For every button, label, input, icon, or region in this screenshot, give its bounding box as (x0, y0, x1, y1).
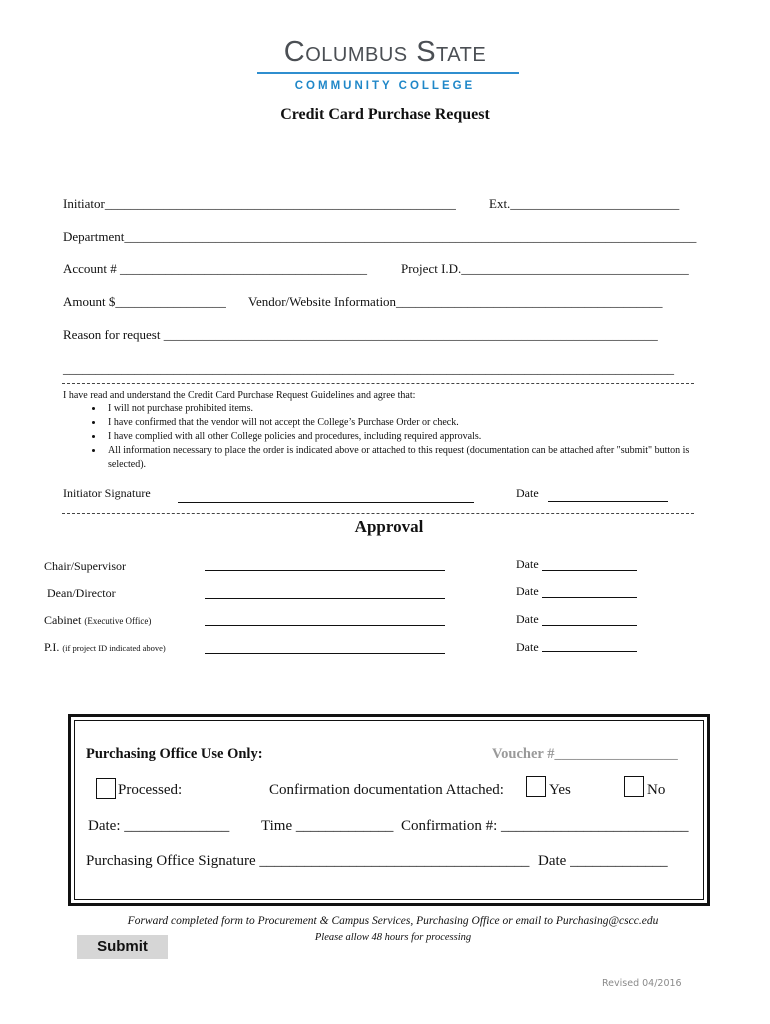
approval-label-cabinet (44, 613, 151, 628)
agreement-list (82, 402, 724, 472)
project-id-field[interactable]: Project I.D.___________________________________ (401, 261, 689, 276)
agreement-item: • All information necessary to place the order is indicated above or attached to this request (documentation can be attached after "submit" button is selected). (104, 444, 724, 472)
dean-date-label: Date (516, 584, 539, 598)
chair-date-line[interactable] (542, 570, 637, 571)
reason-field[interactable]: Reason for request ____________________________________________________________________________ (63, 327, 658, 342)
processed-checkbox[interactable] (96, 778, 116, 799)
vendor-field[interactable]: Vendor/Website Information_________________________________________ (248, 294, 663, 309)
initiator-date-line[interactable] (548, 501, 668, 502)
initiator-date-label: Date (516, 486, 539, 500)
agreement-intro: I have read and understand the Credit Card Purchase Request Guidelines and agree that: (63, 390, 416, 401)
pi-date-line[interactable] (542, 651, 637, 652)
section-divider (62, 383, 694, 384)
section-divider (62, 513, 694, 514)
yes-checkbox[interactable] (526, 776, 546, 797)
purchasing-signature-date-field[interactable]: Date _____________ (538, 853, 668, 869)
pi-signature-line[interactable] (205, 653, 445, 654)
ext-field[interactable]: Ext.__________________________ (489, 196, 680, 211)
agreement-item: • I have confirmed that the vendor will not accept the College’s Purchase Order or check. (104, 416, 724, 430)
initiator-signature-label: Initiator Signature (63, 486, 151, 500)
time-field[interactable]: Time _____________ (261, 818, 394, 834)
no-checkbox[interactable] (624, 776, 644, 797)
cabinet-label: Cabinet (44, 613, 82, 627)
revision-date: Revised 04/2016 (602, 978, 682, 989)
no-label: No (647, 782, 666, 798)
processed-label: Processed: (118, 782, 183, 798)
purchasing-signature-field[interactable]: Purchasing Office Signature ____________________________________ (86, 853, 530, 869)
amount-field[interactable]: Amount $_________________ (63, 294, 226, 309)
pi-date-label: Date (516, 640, 539, 654)
cabinet-date-label: Date (516, 612, 539, 626)
reason-continuation-field[interactable]: ______________________________________________________________________________________________ (63, 361, 674, 376)
chair-date-label: Date (516, 557, 539, 571)
approval-heading: Approval (354, 517, 424, 536)
college-logo-subtitle: COMMUNITY COLLEGE (294, 80, 476, 92)
cabinet-signature-line[interactable] (205, 625, 445, 626)
approval-label-chair: Chair/Supervisor (44, 559, 126, 573)
confirmation-number-field[interactable]: Confirmation #: _________________________ (401, 818, 689, 834)
account-field[interactable]: Account # ______________________________________ (63, 261, 368, 276)
form-title: Credit Card Purchase Request (280, 106, 490, 123)
submit-button[interactable]: Submit (77, 935, 168, 959)
chair-signature-line[interactable] (205, 570, 445, 571)
cabinet-date-line[interactable] (542, 625, 637, 626)
dean-date-line[interactable] (542, 597, 637, 598)
voucher-field[interactable]: Voucher #_________________ (492, 746, 678, 762)
logo-divider (257, 72, 519, 74)
agreement-item: • I have complied with all other College policies and procedures, including required approvals. (104, 430, 724, 444)
cabinet-note: (Executive Office) (84, 616, 152, 626)
college-logo-name: Columbus State (283, 36, 487, 68)
purchasing-heading: Purchasing Office Use Only: (86, 746, 263, 762)
pi-note: (if project ID indicated above) (62, 643, 166, 653)
confirmation-attached-label: Confirmation documentation Attached: (269, 782, 504, 798)
forward-instructions: Forward completed form to Procurement & Campus Services, Purchasing Office or email to Purchasing@cscc.edu (127, 915, 659, 927)
yes-label: Yes (549, 782, 571, 798)
pi-label: P.I. (44, 640, 60, 654)
initiator-signature-line[interactable] (178, 502, 474, 503)
processed-date-field[interactable]: Date: ______________ (88, 818, 230, 834)
approval-label-pi (44, 640, 166, 655)
dean-signature-line[interactable] (205, 598, 445, 599)
approval-label-dean: Dean/Director (47, 586, 116, 600)
agreement-item: • I will not purchase prohibited items. (104, 402, 724, 416)
processing-time-note: Please allow 48 hours for processing (314, 932, 472, 943)
department-field[interactable]: Department________________________________________________________________________________________ (63, 229, 697, 244)
initiator-field[interactable]: Initiator______________________________________________________ (63, 196, 456, 211)
